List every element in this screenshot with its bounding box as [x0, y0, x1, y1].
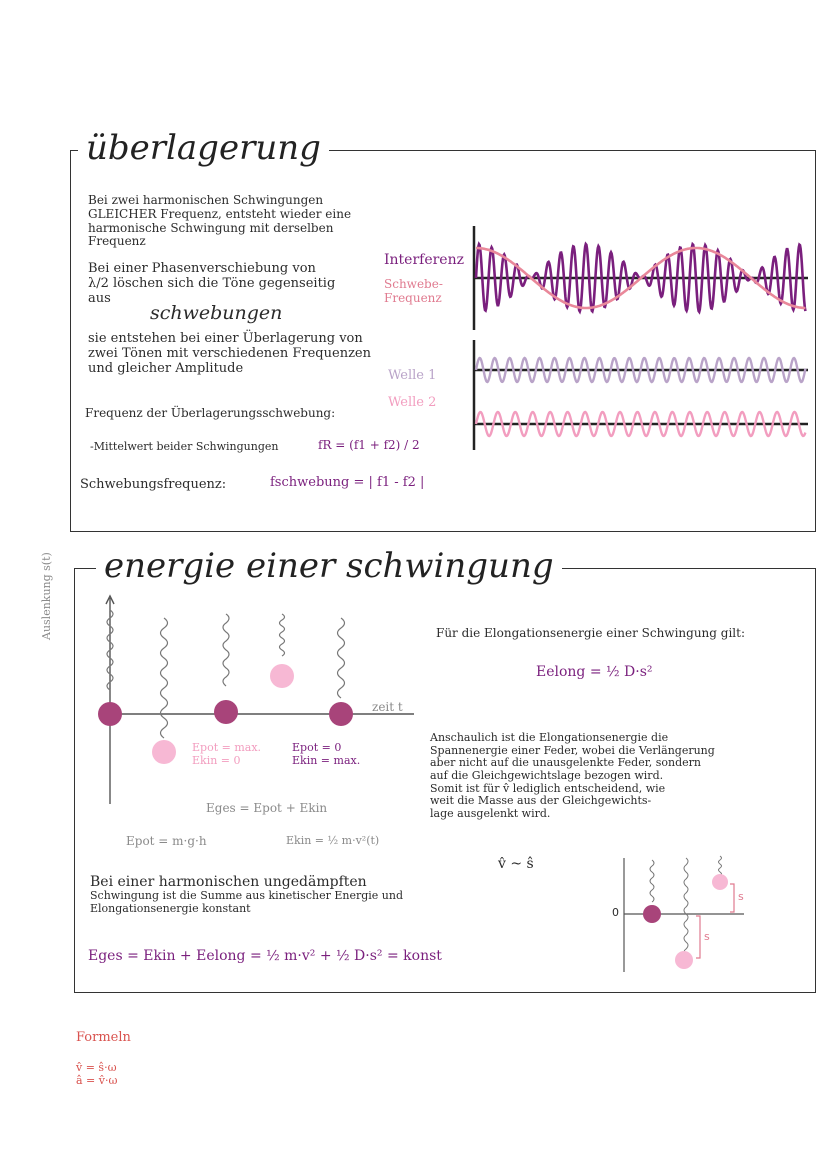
- mean-formula: fR = (f1 + f2) / 2: [318, 438, 420, 452]
- harmonic-line: Elongationsenergie konstant: [90, 901, 251, 915]
- wave-diagram: [466, 226, 812, 456]
- formeln-heading: Formeln: [76, 1030, 131, 1045]
- elong-intro: Für die Elongationsenergie einer Schwingung gilt:: [436, 626, 745, 640]
- phase-line: λ/2 löschen sich die Töne gegenseitig: [88, 275, 336, 291]
- phase-line: aus: [88, 290, 111, 306]
- beat-freq-formula: fschwebung = | f1 - f2 |: [270, 475, 425, 490]
- elong-formula: Eelong = ½ D·s²: [536, 664, 653, 680]
- explain-line: Somit ist für v̂ lediglich entscheidend, wie: [430, 781, 666, 795]
- axis-y-label: Auslenkung s(t): [40, 552, 53, 640]
- harmonic-line: Schwingung ist die Summe aus kinetischer Energie und: [90, 889, 403, 903]
- explain-line: Anschaulich ist die Elongationsenergie die: [430, 731, 669, 744]
- spring: [338, 618, 345, 698]
- mass-equilibrium: [329, 702, 353, 726]
- explain-line: Spannenergie einer Feder, wobei die Verlängerung: [430, 743, 715, 757]
- mass-highest: [712, 874, 728, 890]
- beat-freq-label: Schwebungsfrequenz:: [80, 477, 227, 492]
- formel-line: v̂ = ŝ·ω: [76, 1061, 117, 1074]
- beat-line: und gleicher Amplitude: [88, 360, 244, 376]
- epot-max: Epot = max.: [192, 741, 262, 754]
- bracket-s: [730, 884, 734, 912]
- s-label-high: s: [738, 890, 744, 903]
- axis-x-label: zeit t: [372, 700, 403, 714]
- legend-schwebe: [384, 278, 443, 306]
- spring: [280, 614, 285, 656]
- intro-line: harmonische Schwingung mit derselben: [88, 220, 334, 235]
- explain-line: weit die Masse aus der Gleichgewichts-: [430, 794, 652, 808]
- energy-conservation-formula: Eges = Ekin + Eelong = ½ m·v² + ½ D·s² = konst: [88, 948, 442, 964]
- intro-line: Frequenz: [88, 234, 146, 249]
- legend-schwebe-line: Schwebe-: [384, 277, 443, 291]
- mean-label: -Mittelwert beider Schwingungen: [90, 440, 279, 453]
- bracket-s: [696, 916, 700, 958]
- s-label-low: s: [704, 930, 710, 943]
- phase-line: Bei einer Phasenverschiebung von: [88, 261, 316, 276]
- beat-line: zwei Tönen mit verschiedenen Frequenzen: [88, 345, 371, 361]
- eges-sum: Eges = Epot + Ekin: [206, 801, 328, 815]
- explain-line: auf die Gleichgewichtslage bezogen wird.: [430, 768, 664, 782]
- mass-lowest: [675, 951, 693, 969]
- formel-line: â = v̂·ω: [76, 1073, 118, 1087]
- legend-frequenz-line: Frequenz: [384, 290, 442, 305]
- intro-line: Bei zwei harmonischen Schwingungen: [88, 193, 324, 207]
- section-ueberlagerung-title: überlagerung: [78, 128, 329, 168]
- legend-welle2: Welle 2: [388, 395, 437, 410]
- section-energie-title: energie einer schwingung: [96, 546, 562, 586]
- phase-text: [88, 262, 388, 307]
- epot-formula: Epot = m·g·h: [126, 834, 207, 848]
- explain-text: [430, 732, 730, 820]
- spring: [161, 618, 168, 738]
- explain-line: lage ausgelenkt wird.: [430, 806, 551, 820]
- spring: [719, 856, 722, 876]
- epot-zero: Epot = 0: [292, 741, 342, 754]
- mass-equilibrium: [214, 700, 238, 724]
- harmonic-line: Bei einer harmonischen ungedämpften: [90, 874, 367, 890]
- mass-equilibrium: [98, 702, 122, 726]
- legend-interferenz: Interferenz: [384, 252, 464, 268]
- spring: [684, 858, 688, 956]
- elongation-diagram: [616, 854, 756, 974]
- ekin-max: Ekin = max.: [292, 753, 361, 767]
- mass-lowest: [152, 740, 176, 764]
- elongation-zero: 0: [612, 906, 619, 919]
- intro-text: [88, 194, 388, 249]
- freq-label: Frequenz der Überlagerungsschwebung:: [85, 406, 336, 420]
- explain-line: aber nicht auf die unausgelenkte Feder, sondern: [430, 756, 701, 770]
- beat-line: sie entstehen bei einer Überlagerung von: [88, 331, 363, 346]
- proportional-relation: v̂ ~ ŝ: [498, 856, 534, 872]
- beat-text: [88, 332, 408, 377]
- subheading-schwebungen: schwebungen: [150, 302, 283, 324]
- intro-line: GLEICHER Frequenz, entsteht wieder eine: [88, 206, 352, 221]
- ekin-formula: Ekin = ½ m·v²(t): [286, 834, 380, 847]
- state-lowest: [192, 742, 261, 767]
- spring: [223, 614, 229, 686]
- harmonic-text: [90, 874, 430, 915]
- state-equilibrium: [292, 742, 360, 767]
- legend-welle1: Welle 1: [388, 368, 437, 383]
- formeln-list: [76, 1062, 117, 1087]
- mass-equilibrium: [643, 905, 661, 923]
- spring: [650, 860, 654, 902]
- mass-highest: [270, 664, 294, 688]
- ekin-zero: Ekin = 0: [192, 753, 241, 767]
